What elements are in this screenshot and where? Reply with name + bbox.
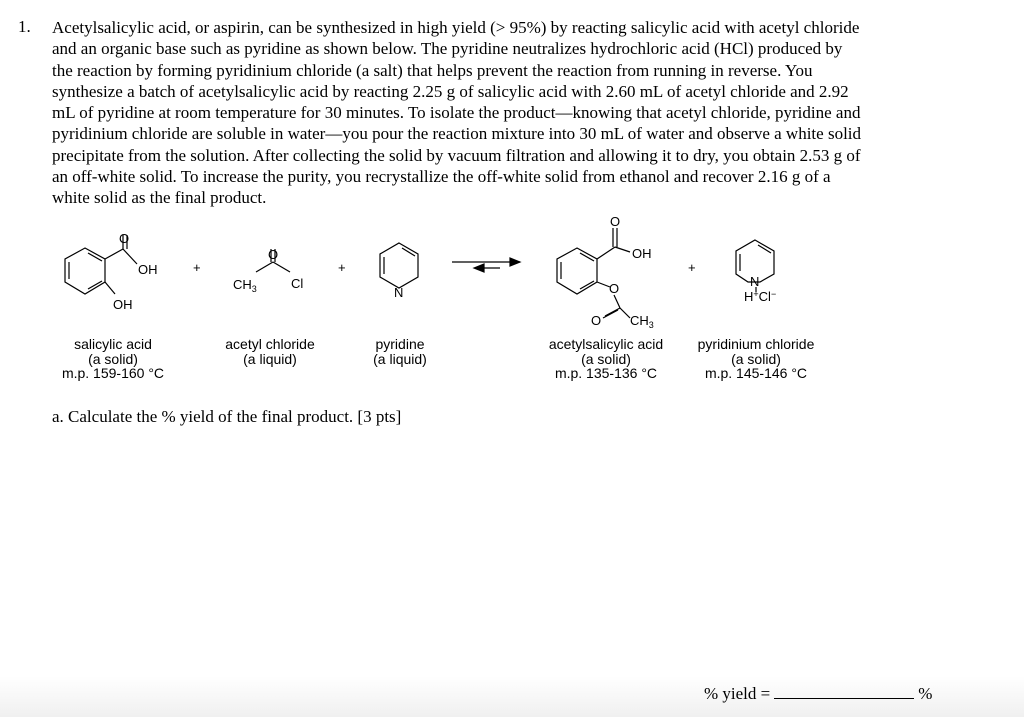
atom-label: O [609, 281, 620, 296]
part-a-prompt: a. Calculate the % yield of the final product. [3 pts] [52, 407, 402, 426]
question-line: the reaction by forming pyridinium chloride (a salt) that helps prevent the reaction from running in reverse. You [52, 60, 813, 80]
yield-answer-blank[interactable] [774, 684, 914, 699]
atom-label: OH [632, 246, 652, 261]
yield-unit: % [918, 684, 933, 703]
atom-label: H+Cl− [744, 289, 777, 304]
plus-sign: + [193, 260, 201, 275]
question-line: mL of pyridine at room temperature for 30 minutes. To isolate the product—knowing that acetyl chloride, pyridine and [52, 103, 861, 123]
question-line: pyridinium chloride are soluble in water—you pour the reaction mixture into 30 mL of water and observe a white solid [52, 124, 862, 144]
yield-label: % yield = [704, 684, 771, 703]
atom-label: O [119, 231, 130, 246]
compound-label-pyridine: pyridine (a liquid) [373, 336, 427, 367]
atom-label: N [750, 274, 760, 289]
question-line: precipitate from the solution. After collecting the solid by vacuum filtration and allowing it to dry, you obtain 2.53 g of [52, 145, 861, 165]
question-line: and an organic base such as pyridine as shown below. The pyridine neutralizes hydrochloric acid (HCl) produced by [52, 39, 843, 59]
atom-label: O [268, 247, 279, 262]
atom-label: OH [113, 297, 133, 312]
plus-sign: + [688, 260, 696, 275]
compound-label-pyridinium-chloride: pyridinium chloride (a solid) m.p. 145-146 °C [697, 336, 815, 381]
atom-label: O [591, 313, 602, 328]
question-line: an off-white solid. To increase the purity, you recrystallize the off-white solid from ethanol and recover 2.16 g of a [52, 167, 831, 187]
question-number: 1. [18, 17, 31, 36]
atom-label: OH [138, 262, 158, 277]
compound-label-acetylsalicylic-acid: acetylsalicylic acid (a solid) m.p. 135-136 °C [548, 336, 664, 381]
question-line: white solid as the final product. [52, 188, 267, 208]
atom-label: $CH_3$ [233, 277, 257, 294]
question-line: synthesize a batch of acetylsalicylic acid by reacting 2.25 g of salicylic acid with 2.60 mL of acetyl chloride and 2.92 [52, 81, 849, 101]
question-line: Acetylsalicylic acid, or aspirin, can be synthesized in high yield (> 95%) by reacting salicylic acid with acetyl chloride [52, 18, 860, 37]
atom-label: O [610, 214, 621, 229]
atom-label: Cl [291, 276, 304, 291]
yield-answer-line [704, 684, 932, 704]
compound-label-acetyl-chloride: acetyl chloride (a liquid) [225, 336, 315, 367]
atom-label: N [394, 285, 404, 300]
pyridine-structure [380, 243, 418, 288]
acetylsalicylic-acid-structure [557, 228, 630, 318]
plus-sign: + [338, 260, 346, 275]
compound-label-salicylic-acid: salicylic acid (a solid) m.p. 159-160 °C [61, 336, 165, 381]
atom-label: $CH_3$ [630, 313, 654, 330]
equilibrium-arrows [452, 258, 520, 272]
